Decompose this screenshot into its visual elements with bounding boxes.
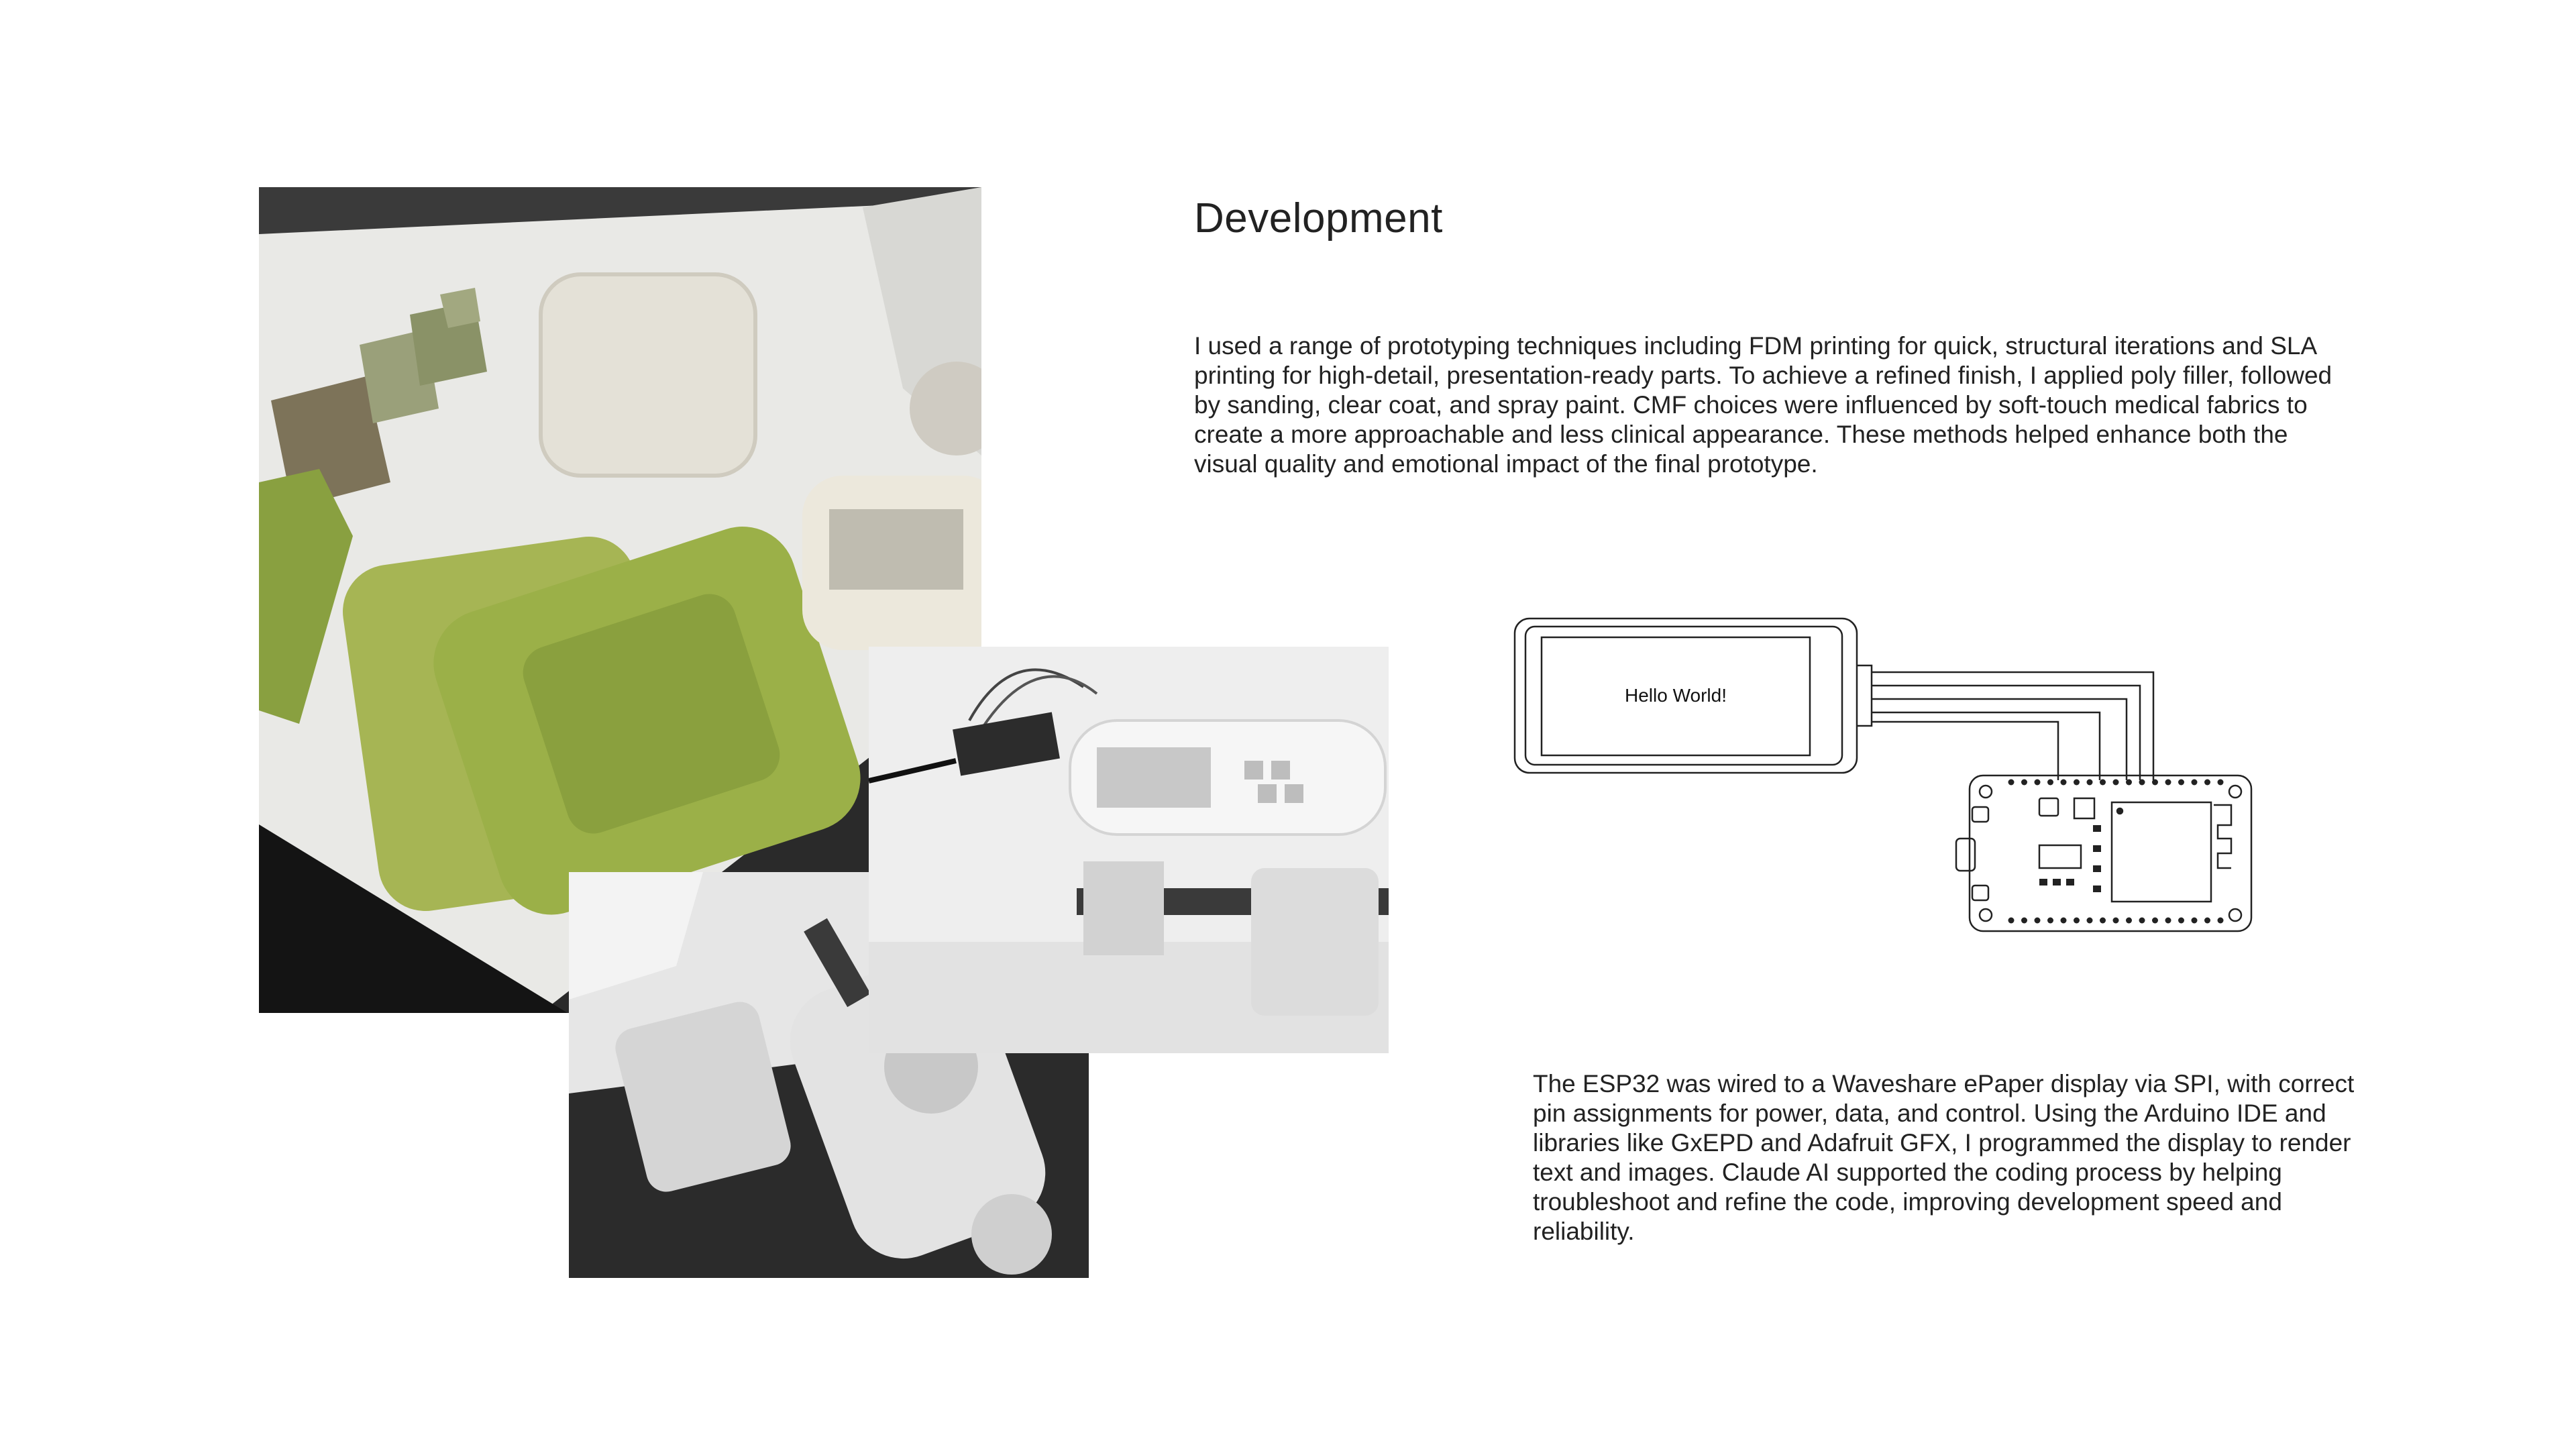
header-pin — [2204, 780, 2210, 786]
header-pin — [2074, 780, 2080, 786]
header-pin — [2192, 780, 2198, 786]
header-pin — [2061, 918, 2067, 924]
smd-component — [2093, 885, 2101, 892]
header-pin — [2113, 780, 2119, 786]
header-pin — [2047, 918, 2053, 924]
header-pin — [2139, 780, 2145, 786]
header-pin — [2021, 780, 2027, 786]
esp32-board — [1956, 775, 2251, 931]
header-pin — [2126, 918, 2132, 924]
prototyping-paragraph: I used a range of prototyping techniques including FDM printing for quick, structural iterations and SLA printing for high-detail, presentation-ready parts. To achieve a refined finish, I applied poly filler, followed by sanding, clear coat, and spray paint. CMF choices were influenced by soft-touch medical fabrics to create a more approachable and less clinical appearance. These methods helped enhance both the visual quality and emotional impact of the final prototype. — [1194, 332, 2332, 478]
header-pin — [2021, 918, 2027, 924]
header-pin — [2113, 918, 2119, 924]
header-pin — [2139, 918, 2145, 924]
header-pin — [2035, 780, 2041, 786]
page-title: Development — [1194, 195, 1443, 241]
electronics-paragraph: The ESP32 was wired to a Waveshare ePaper display via SPI, with correct pin assignments for power, data, and control. Using the Arduino IDE and libraries like GxEPD and Adafruit GFX, I programmed the display to render text and images. Claude AI supported the coding process by helping troubleshoot and refine the code, improving development speed and reliability. — [1533, 1070, 2355, 1245]
header-pin — [2178, 780, 2184, 786]
spi-wires — [1872, 672, 2153, 780]
epaper-display — [1515, 619, 1872, 773]
header-pin — [2218, 780, 2224, 786]
smd-component — [2066, 879, 2074, 885]
header-pin — [2152, 918, 2158, 924]
header-pin — [2178, 918, 2184, 924]
wiring-diagram — [1509, 604, 2274, 946]
header-pin — [2061, 780, 2067, 786]
header-pin — [2218, 918, 2224, 924]
header-pin — [2192, 918, 2198, 924]
smd-component — [2093, 845, 2101, 852]
header-pin — [2035, 918, 2041, 924]
header-pin — [2087, 918, 2093, 924]
smd-component — [2053, 879, 2061, 885]
header-pin — [2008, 918, 2015, 924]
header-pin — [2074, 918, 2080, 924]
smd-component — [2093, 865, 2101, 872]
header-pin — [2100, 918, 2106, 924]
prototype-greyscale-photo-electronics — [869, 647, 1389, 1053]
smd-component — [2039, 879, 2047, 885]
header-pin — [2165, 780, 2171, 786]
header-pin — [2047, 780, 2053, 786]
smd-component — [2093, 825, 2101, 832]
header-pin — [2152, 780, 2158, 786]
header-pin — [2100, 780, 2106, 786]
header-pin — [2087, 780, 2093, 786]
header-pin — [2165, 918, 2171, 924]
display-hello-world-text: Hello World! — [1625, 685, 1727, 706]
header-pin — [2008, 780, 2015, 786]
header-pin — [2126, 780, 2132, 786]
header-pin — [2204, 918, 2210, 924]
